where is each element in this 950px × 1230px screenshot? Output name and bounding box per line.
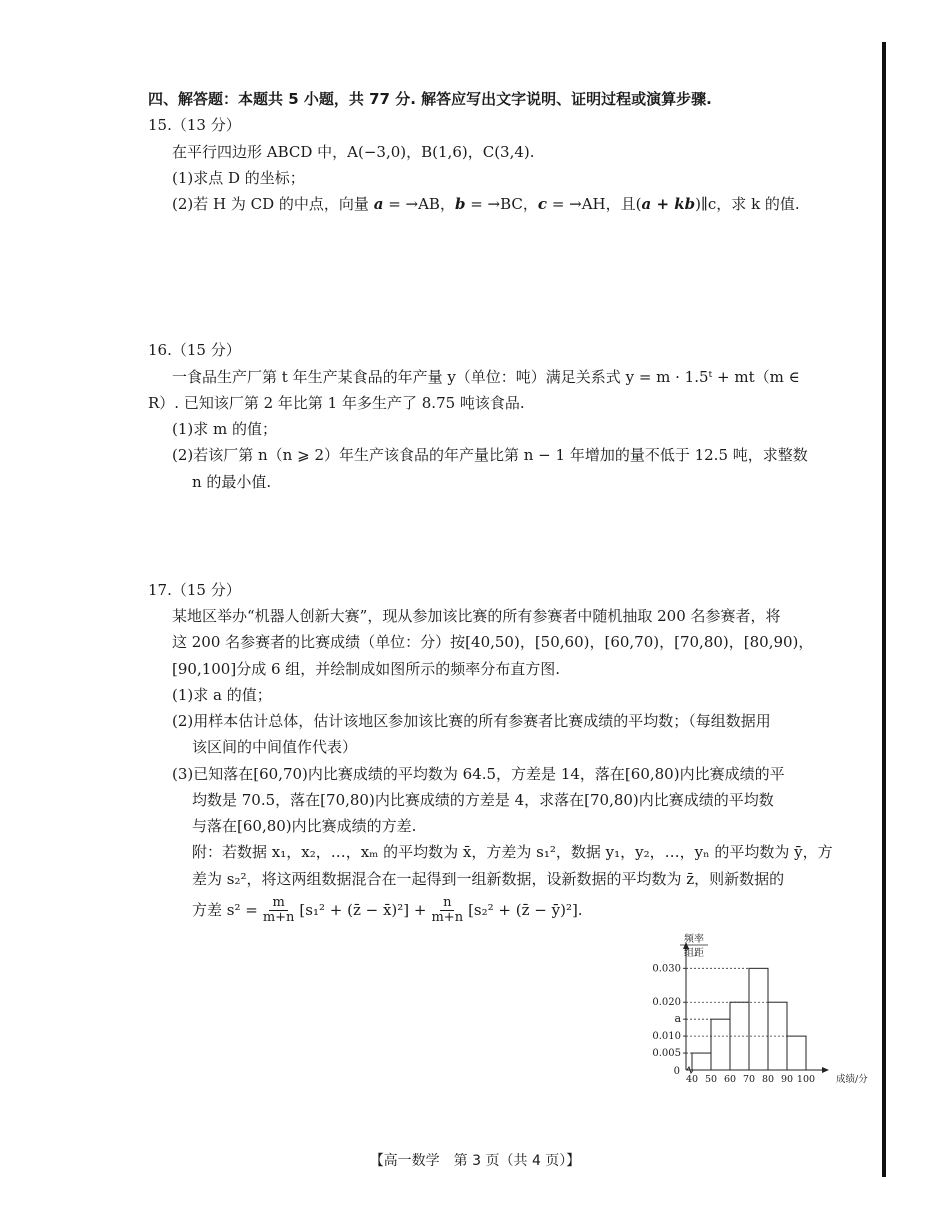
vector-b: b xyxy=(454,195,466,213)
vector-expr: a + kb xyxy=(641,195,696,213)
question-17 xyxy=(148,577,868,926)
question-15-part1: (1)求点 D 的坐标； xyxy=(172,168,305,187)
question-17-note-line2: 差为 s₂²，将这两组数据混合在一起得到一组新数据，设新数据的平均数为 z̄，则新数据的 xyxy=(192,869,785,888)
question-16-number: 16.（15 分） xyxy=(148,341,241,360)
page-edge-bar xyxy=(882,42,886,1177)
histogram-bar xyxy=(692,1053,711,1070)
fraction-2 xyxy=(428,896,466,926)
fraction-1-den: m+n xyxy=(262,910,295,926)
question-17-part1: (1)求 a 的值； xyxy=(172,685,272,704)
vector-a: a xyxy=(373,195,384,213)
fraction-1-num: m xyxy=(269,896,287,911)
page-footer: 【高一数学 第 3 页（共 4 页）】 xyxy=(369,1153,581,1169)
question-15-part2 xyxy=(172,191,868,217)
fraction-1 xyxy=(260,896,298,926)
question-17-stem-line3: [90,100]分成 6 组，并绘制成如图所示的频率分布直方图. xyxy=(172,659,561,678)
x-tick-label: 80 xyxy=(761,1074,775,1085)
question-17-part2-line2: 该区间的中间值作代表） xyxy=(192,738,358,757)
x-origin-label: 0 xyxy=(673,1066,680,1077)
y-tick-label: 0.030 xyxy=(652,963,681,975)
q15-part2-suffix: )∥c，求 k 的值. xyxy=(695,195,800,213)
question-17-note-line1: 附：若数据 x₁，x₂，…，xₘ 的平均数为 x̄，方差为 s₁²，数据 y₁，y₂，…，yₙ 的平均数为 ȳ，方 xyxy=(192,843,833,862)
question-17-part3-line1: (3)已知落在[60,70)内比赛成绩的平均数为 64.5，方差是 14，落在[60,80)内比赛成绩的平 xyxy=(172,764,785,783)
x-axis-arrow xyxy=(822,1067,829,1073)
exam-page xyxy=(148,86,868,925)
question-16-stem-line1: 一食品生产厂第 t 年生产某食品的年产量 y（单位：吨）满足关系式 y = m · 1.5ᵗ + mt（m ∈ xyxy=(172,367,800,386)
question-15-stem: 在平行四边形 ABCD 中，A(−3,0)，B(1,6)，C(3,4). xyxy=(172,142,535,161)
x-tick-label: 100 xyxy=(796,1074,816,1085)
histogram-bar xyxy=(749,968,768,1070)
vector-c: c xyxy=(537,195,548,213)
question-17-stem-line2: 这 200 名参赛者的比赛成绩（单位：分）按[40,50)，[50,60)，[60,70)，[70,80)，[80,90)， xyxy=(172,633,814,652)
question-16-part2-line2: n 的最小值. xyxy=(192,472,272,491)
formula-mid1: [s₁² + (z̄ − x̄)²] + xyxy=(299,901,427,920)
question-16-part1: (1)求 m 的值； xyxy=(172,420,278,438)
q15-part2-prefix: (2)若 H 为 CD 的中点，向量 xyxy=(172,195,374,213)
y-tick-label: 0.020 xyxy=(652,997,681,1009)
histogram-bar xyxy=(787,1036,806,1070)
question-16-stem-line2: R）. 已知该厂第 2 年比第 1 年多生产了 8.75 吨该食品. xyxy=(148,393,525,412)
q15-eq-a: = →AB， xyxy=(383,195,455,213)
x-tick-label: 60 xyxy=(723,1074,737,1085)
y-tick-label: a xyxy=(674,1012,681,1026)
x-tick-label: 50 xyxy=(704,1074,718,1085)
q15-eq-b: = →BC， xyxy=(465,195,538,213)
question-17-part3-line2: 均数是 70.5，落在[70,80)内比赛成绩的方差是 4，求落在[70,80)内比赛成绩的平均数 xyxy=(192,790,774,809)
x-tick-label: 70 xyxy=(742,1074,756,1085)
histogram-bar xyxy=(711,1019,730,1070)
question-15-number: 15.（13 分） xyxy=(148,116,241,135)
question-16 xyxy=(148,337,868,495)
x-tick-label: 90 xyxy=(780,1074,794,1085)
question-15 xyxy=(148,112,868,217)
x-tick-label: 40 xyxy=(685,1074,699,1085)
y-tick-label: 0.005 xyxy=(652,1048,681,1060)
y-axis-label-den: 组距 xyxy=(684,948,704,959)
formula-prefix: 方差 s² = xyxy=(192,901,258,920)
y-axis-label-num: 频率 xyxy=(684,934,704,945)
question-17-number: 17.（15 分） xyxy=(148,580,241,599)
q15-eq-c: = →AH，且( xyxy=(547,195,642,213)
fraction-2-num: n xyxy=(440,896,454,911)
frequency-histogram xyxy=(626,930,876,1090)
question-17-stem-line1: 某地区举办“机器人创新大赛”，现从参加该比赛的所有参赛者中随机抽取 200 名参赛者，将 xyxy=(172,607,781,625)
formula-mid2: [s₂² + (z̄ − ȳ)²]. xyxy=(468,901,583,920)
x-axis-label: 成绩/分 xyxy=(836,1074,868,1085)
fraction-2-den: m+n xyxy=(431,910,464,926)
y-tick-label: 0.010 xyxy=(652,1031,681,1043)
question-17-part3-line3: 与落在[60,80)内比赛成绩的方差. xyxy=(192,817,417,835)
variance-formula xyxy=(192,896,868,926)
question-17-part2-line1: (2)用样本估计总体，估计该地区参加该比赛的所有参赛者比赛成绩的平均数；（每组数据用 xyxy=(172,712,771,730)
question-16-part2-line1: (2)若该厂第 n（n ⩾ 2）年生产该食品的年产量比第 n − 1 年增加的量不低于 12.5 吨，求整数 xyxy=(172,446,808,465)
section-header: 四、解答题：本题共 5 小题，共 77 分. 解答应写出文字说明、证明过程或演算步骤. xyxy=(148,90,712,108)
